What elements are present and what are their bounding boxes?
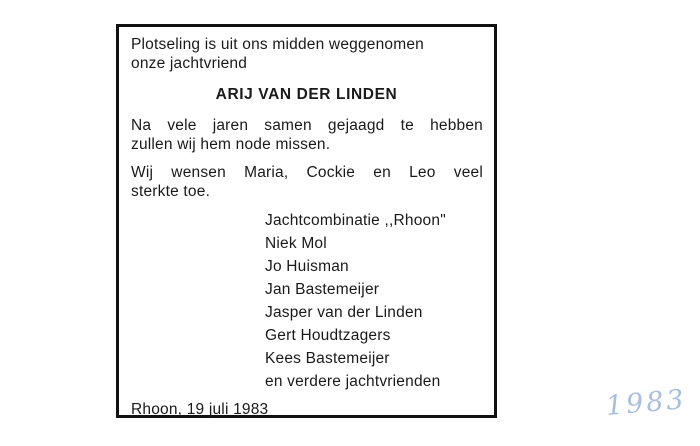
signatory-name: Gert Houdtzagers <box>265 327 391 344</box>
paragraph-2-line-1: Wij wensen Maria, Cockie en Leo veel <box>131 164 483 181</box>
death-notice <box>116 24 497 418</box>
paragraph-1-line-1: Na vele jaren samen gejaagd te hebben <box>131 117 483 134</box>
signatory-closing: en verdere jachtvrienden <box>265 373 441 390</box>
intro-line-2: onze jachtvriend <box>131 55 248 72</box>
handwritten-year-note: 1983 <box>604 384 688 422</box>
paragraph-2-line-2: sterkte toe. <box>131 183 211 200</box>
deceased-name: ARIJ VAN DER LINDEN <box>215 86 398 103</box>
intro-line-1: Plotseling is uit ons midden weggenomen <box>131 36 424 53</box>
signatory-name: Niek Mol <box>265 235 327 252</box>
signatory-name: Jo Huisman <box>265 258 349 275</box>
place-date: Rhoon, 19 juli 1983 <box>131 401 269 418</box>
paragraph-1-line-2: zullen wij hem node missen. <box>131 136 331 153</box>
signatory-name: Jan Bastemeijer <box>265 281 380 298</box>
signatory-name: Kees Bastemeijer <box>265 350 390 367</box>
signatory-name: Jasper van der Linden <box>265 304 423 321</box>
signatory-group: Jachtcombinatie ,,Rhoon" <box>265 212 446 229</box>
